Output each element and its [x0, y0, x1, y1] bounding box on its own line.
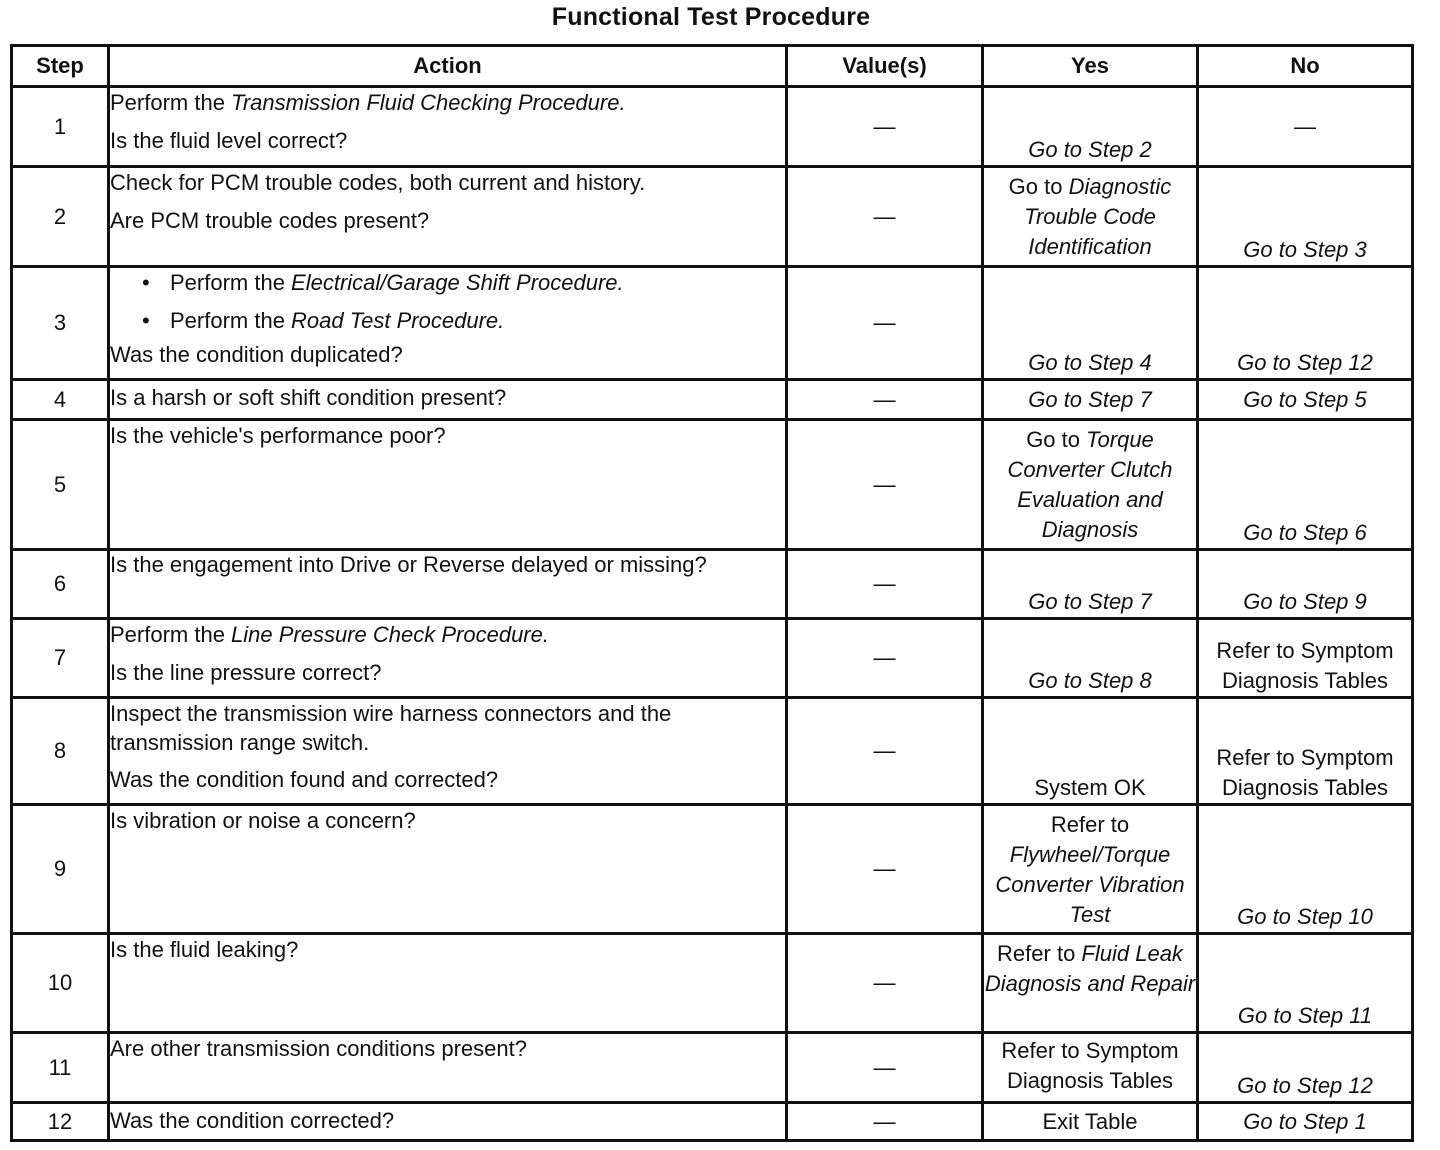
action-question: Was the condition found and corrected?: [110, 767, 499, 792]
yes-link: Flywheel/Torque Converter Vibration Test: [995, 842, 1185, 927]
yes-link: Torque Converter Clutch Evaluation and Diagnosis: [1007, 427, 1173, 542]
header-action: Action: [109, 46, 787, 87]
step-number: 6: [12, 550, 109, 619]
action-text: Is the fluid leaking?: [110, 937, 299, 962]
yes-cell: Go to Step 8: [983, 619, 1198, 698]
value-cell: —: [787, 619, 983, 698]
action-text: Perform the: [110, 622, 232, 647]
header-step: Step: [12, 46, 109, 87]
bullet-item: • Perform the Road Test Procedure.: [110, 306, 785, 336]
yes-cell: Go to Step 2: [983, 87, 1198, 167]
no-cell: Go to Step 1: [1198, 1103, 1413, 1141]
no-cell: Refer to Symptom Diagnosis Tables: [1198, 698, 1413, 805]
yes-cell: System OK: [983, 698, 1198, 805]
yes-text: Go to: [1008, 174, 1069, 199]
no-cell: Go to Step 9: [1198, 550, 1413, 619]
no-cell: Refer to Symptom Diagnosis Tables: [1198, 619, 1413, 698]
value-cell: —: [787, 167, 983, 267]
action-cell: [109, 805, 787, 934]
value-cell: —: [787, 550, 983, 619]
action-cell: [109, 167, 787, 267]
yes-cell: [983, 934, 1198, 1033]
step-number: 8: [12, 698, 109, 805]
header-values: Value(s): [787, 46, 983, 87]
value-cell: —: [787, 1103, 983, 1141]
table-row: [12, 167, 1413, 267]
yes-link: Diagnostic Trouble Code Identification: [1024, 174, 1172, 259]
action-question: Is the fluid level correct?: [110, 128, 348, 153]
table-row: [12, 87, 1413, 167]
yes-text: Go to: [1026, 427, 1087, 452]
yes-cell: [983, 805, 1198, 934]
value-cell: —: [787, 420, 983, 550]
value-cell: —: [787, 934, 983, 1033]
no-cell: Go to Step 11: [1198, 934, 1413, 1033]
procedure-link: Transmission Fluid Checking Procedure.: [231, 90, 626, 115]
action-cell: [109, 934, 787, 1033]
action-cell: [109, 619, 787, 698]
step-number: 7: [12, 619, 109, 698]
value-cell: —: [787, 698, 983, 805]
yes-cell: Exit Table: [983, 1103, 1198, 1141]
action-cell: [109, 420, 787, 550]
table-row: [12, 267, 1413, 380]
action-text: Are other transmission conditions present?: [110, 1036, 527, 1061]
value-cell: —: [787, 805, 983, 934]
no-cell: Go to Step 12: [1198, 267, 1413, 380]
table-row: [12, 698, 1413, 805]
action-cell: [109, 550, 787, 619]
yes-link: Fluid Leak Diagnosis and Repair: [984, 941, 1196, 996]
action-question: Is the line pressure correct?: [110, 660, 382, 685]
no-cell: Go to Step 3: [1198, 167, 1413, 267]
action-cell: [109, 380, 787, 420]
bullet-item: • Perform the Electrical/Garage Shift Procedure.: [110, 268, 785, 298]
action-text: Inspect the transmission wire harness connectors and the transmission range switch.: [110, 701, 672, 755]
no-cell: Go to Step 6: [1198, 420, 1413, 550]
step-number: 12: [12, 1103, 109, 1141]
step-number: 9: [12, 805, 109, 934]
yes-cell: Go to Step 4: [983, 267, 1198, 380]
step-number: 11: [12, 1033, 109, 1103]
table-row: [12, 1103, 1413, 1141]
yes-text: Refer to: [997, 941, 1082, 966]
action-cell: [109, 87, 787, 167]
action-cell: [109, 1033, 787, 1103]
action-cell: [109, 1103, 787, 1141]
action-cell: [109, 698, 787, 805]
no-cell: Go to Step 10: [1198, 805, 1413, 934]
action-text: Check for PCM trouble codes, both current and history.: [110, 170, 646, 195]
table-row: [12, 619, 1413, 698]
table-row: [12, 380, 1413, 420]
table-row: [12, 420, 1413, 550]
procedure-link: Line Pressure Check Procedure.: [231, 622, 549, 647]
table-row: [12, 550, 1413, 619]
header-yes: Yes: [983, 46, 1198, 87]
step-number: 3: [12, 267, 109, 380]
value-cell: —: [787, 87, 983, 167]
table-row: [12, 934, 1413, 1033]
value-cell: —: [787, 1033, 983, 1103]
action-text: Is the engagement into Drive or Reverse delayed or missing?: [110, 552, 707, 577]
action-text: Is vibration or noise a concern?: [110, 808, 416, 833]
table-row: [12, 1033, 1413, 1103]
action-text: Was the condition corrected?: [110, 1108, 395, 1133]
step-number: 10: [12, 934, 109, 1033]
no-cell: Go to Step 5: [1198, 380, 1413, 420]
no-cell: —: [1198, 87, 1413, 167]
action-text: Perform the: [110, 90, 232, 115]
action-cell: [109, 267, 787, 380]
action-text: Is a harsh or soft shift condition present?: [110, 385, 507, 410]
action-question: Are PCM trouble codes present?: [110, 208, 430, 233]
functional-test-table: [10, 44, 1414, 1142]
step-number: 1: [12, 87, 109, 167]
yes-text: Refer to: [1050, 812, 1130, 837]
yes-cell: Go to Step 7: [983, 550, 1198, 619]
step-number: 4: [12, 380, 109, 420]
table-row: [12, 805, 1413, 934]
action-text: Is the vehicle's performance poor?: [110, 423, 446, 448]
header-no: No: [1198, 46, 1413, 87]
page-title: Functional Test Procedure: [551, 3, 871, 31]
no-cell: Go to Step 12: [1198, 1033, 1413, 1103]
yes-cell: [983, 167, 1198, 267]
yes-cell: Go to Step 7: [983, 380, 1198, 420]
action-question: Was the condition duplicated?: [110, 342, 403, 367]
yes-cell: [983, 420, 1198, 550]
header-row: [12, 46, 1413, 87]
step-number: 5: [12, 420, 109, 550]
yes-cell: Refer to Symptom Diagnosis Tables: [983, 1033, 1198, 1103]
value-cell: —: [787, 267, 983, 380]
value-cell: —: [787, 380, 983, 420]
step-number: 2: [12, 167, 109, 267]
